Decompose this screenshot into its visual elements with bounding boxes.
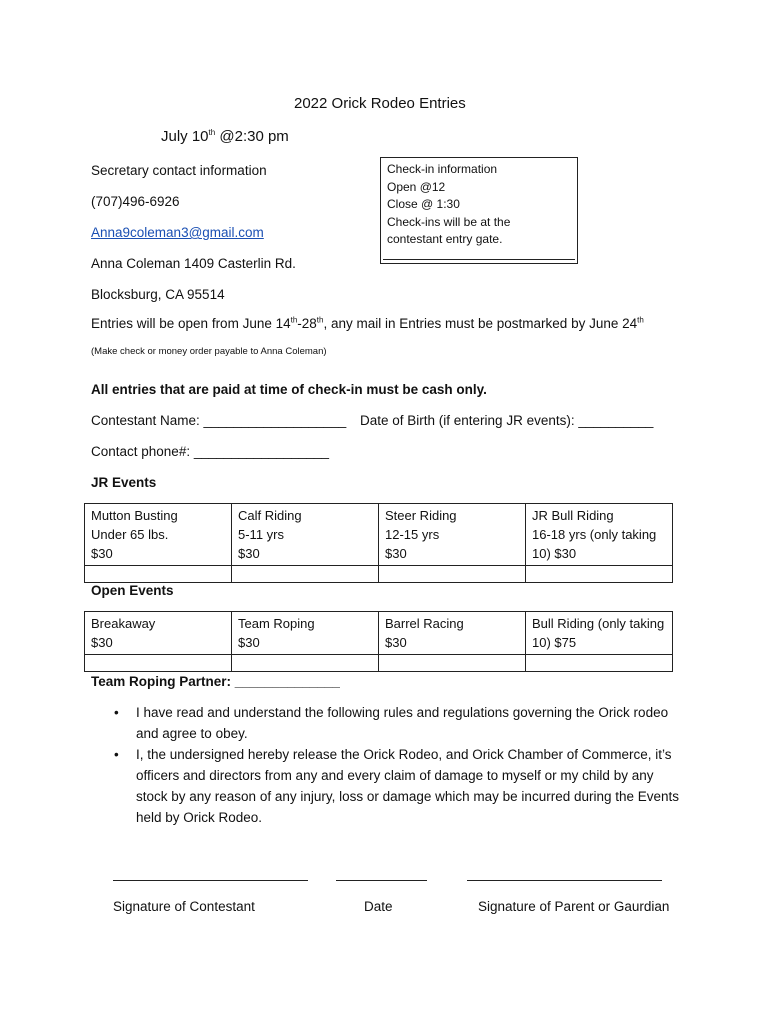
table-row (85, 655, 673, 672)
contact-phone-field[interactable]: Contact phone#: __________________ (91, 444, 329, 459)
secretary-label: Secretary contact information (91, 163, 267, 178)
jr-event-mutton-busting (85, 504, 232, 566)
open-events-table (84, 611, 673, 672)
entry-checkbox-cell[interactable] (526, 566, 673, 583)
entries-sup-3: th (637, 315, 644, 325)
event-detail: 16-18 yrs (only taking 10) $30 (532, 527, 657, 561)
rules-list (110, 702, 680, 828)
event-name: Steer Riding (385, 508, 457, 523)
rule-text: I have read and understand the following rules and regulations governing the Orick rodeo and agree to obey. (136, 705, 669, 741)
checkin-box-rule (383, 259, 575, 260)
date-signature-line[interactable] (336, 880, 427, 881)
event-name: Bull Riding (only taking 10) $75 (532, 616, 665, 650)
event-name: Mutton Busting (91, 508, 178, 523)
checkin-line: contestant entry gate. (387, 232, 503, 246)
open-events-heading: Open Events (91, 583, 174, 598)
event-date-prefix: July 10 (161, 128, 209, 145)
open-event-bull-riding (526, 612, 673, 655)
contestant-signature-line[interactable] (113, 880, 308, 881)
entry-checkbox-cell[interactable] (85, 566, 232, 583)
jr-events-table (84, 503, 673, 583)
event-price: $30 (238, 635, 260, 650)
team-roping-partner-field[interactable]: Team Roping Partner: ______________ (91, 674, 340, 689)
entries-text-1: Entries will be open from June 14 (91, 316, 291, 331)
event-name: Team Roping (238, 616, 315, 631)
bullet-icon: • (114, 747, 119, 762)
checkin-line: Check-in information (387, 162, 498, 176)
secretary-address-line2: Blocksburg, CA 95514 (91, 287, 225, 302)
checkin-line: Close @ 1:30 (387, 197, 460, 211)
parent-signature-label: Signature of Parent or Gaurdian (478, 899, 670, 914)
jr-event-bull-riding (526, 504, 673, 566)
event-date-sup: th (208, 128, 216, 137)
event-date-time: @2:30 pm (215, 128, 289, 145)
checkin-line: Check-ins will be at the (387, 214, 511, 229)
contestant-signature-label: Signature of Contestant (113, 899, 255, 914)
payable-note: (Make check or money order payable to Anna Coleman) (91, 346, 327, 357)
date-label: Date (364, 899, 393, 914)
entries-sup-2: th (316, 315, 324, 325)
event-name: Breakaway (91, 616, 156, 631)
open-event-team-roping (232, 612, 379, 655)
table-row (85, 566, 673, 583)
event-name: Calf Riding (238, 508, 302, 523)
event-price: $30 (91, 635, 113, 650)
event-detail: 5-11 yrs (238, 527, 284, 542)
entries-text-2: -28 (297, 316, 317, 331)
checkin-info-box (380, 157, 578, 264)
table-row (85, 612, 673, 655)
event-price: $30 (238, 546, 260, 561)
document-title: 2022 Orick Rodeo Entries (294, 95, 466, 112)
list-item (110, 702, 680, 744)
entry-checkbox-cell[interactable] (232, 566, 379, 583)
secretary-address-line1: Anna Coleman 1409 Casterlin Rd. (91, 256, 296, 271)
entry-checkbox-cell[interactable] (379, 655, 526, 672)
contestant-name-field[interactable]: Contestant Name: ___________________ (91, 413, 347, 428)
entry-checkbox-cell[interactable] (379, 566, 526, 583)
bullet-icon: • (114, 705, 119, 720)
entries-text-3: , any mail in Entries must be postmarked by June 24 (323, 316, 638, 331)
entry-checkbox-cell[interactable] (526, 655, 673, 672)
entry-checkbox-cell[interactable] (85, 655, 232, 672)
secretary-email-link[interactable]: Anna9coleman3@gmail.com (91, 225, 264, 240)
rule-text: I, the undersigned hereby release the Orick Rodeo, and Orick Chamber of Commerce, it’s officers and directors from any and every claim of damage to myself or my child by any stock by any reason of any injury, loss or damage which may be incurred during the Events held by Orick Rodeo. (136, 747, 680, 825)
secretary-phone: (707)496-6926 (91, 194, 180, 209)
entries-open-notice (91, 316, 644, 331)
table-row (85, 504, 673, 566)
event-price: $30 (385, 635, 407, 650)
event-price: $30 (91, 546, 113, 561)
jr-event-steer-riding (379, 504, 526, 566)
jr-events-heading: JR Events (91, 475, 157, 490)
open-event-barrel-racing (379, 612, 526, 655)
entries-sup-1: th (290, 315, 298, 325)
event-detail: 12-15 yrs (385, 527, 440, 542)
event-name: Barrel Racing (385, 616, 464, 631)
event-date (161, 128, 289, 145)
parent-signature-line[interactable] (467, 880, 662, 881)
entry-checkbox-cell[interactable] (232, 655, 379, 672)
event-price: $30 (385, 546, 407, 561)
checkin-line: Open @12 (387, 179, 446, 194)
open-event-breakaway (85, 612, 232, 655)
date-of-birth-field[interactable]: Date of Birth (if entering JR events): __________ (360, 413, 654, 428)
cash-only-notice: All entries that are paid at time of check-in must be cash only. (91, 382, 487, 397)
event-name: JR Bull Riding (532, 508, 614, 523)
list-item (110, 744, 680, 828)
event-detail: Under 65 lbs. (91, 527, 169, 542)
jr-event-calf-riding (232, 504, 379, 566)
